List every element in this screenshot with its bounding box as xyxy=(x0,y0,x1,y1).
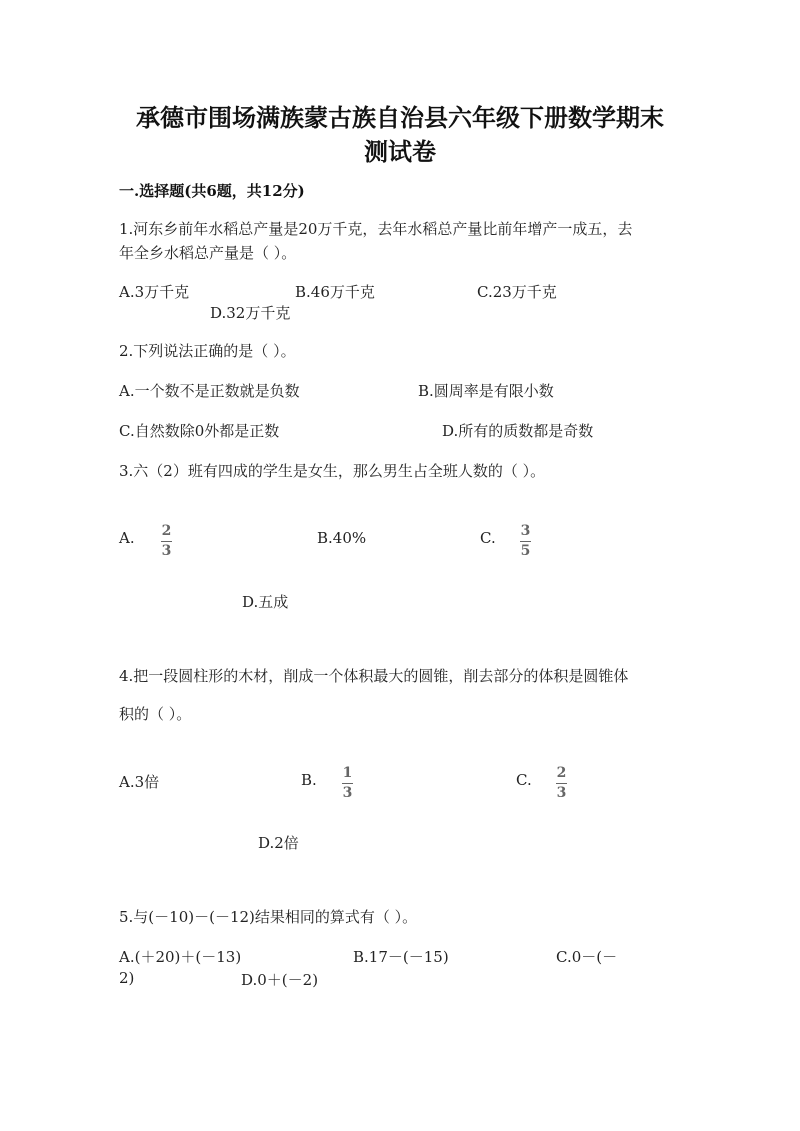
question-4-option-b[interactable]: B. xyxy=(301,771,317,789)
fraction-numerator: 3 xyxy=(520,523,531,539)
question-1-option-c[interactable]: C.23万千克 xyxy=(477,283,557,301)
fraction-denominator: 5 xyxy=(520,543,531,559)
question-4-option-a[interactable]: A.3倍 xyxy=(119,773,160,791)
question-5-option-c[interactable]: C.0－(－ xyxy=(556,948,618,966)
page-title-line1: 承德市围场满族蒙古族自治县六年级下册数学期末 xyxy=(136,103,664,132)
question-5-option-c-continued[interactable]: 2) xyxy=(119,969,135,987)
question-1-option-a[interactable]: A.3万千克 xyxy=(119,283,190,301)
question-5-option-d[interactable]: D.0＋(－2) xyxy=(241,971,319,989)
question-1-stem-line2: 年全乡水稻总产量是（ ）。 xyxy=(119,244,297,262)
question-1-option-b[interactable]: B.46万千克 xyxy=(295,283,375,301)
question-4-option-c[interactable]: C. xyxy=(516,771,532,789)
question-3-option-c[interactable]: C. xyxy=(480,529,496,547)
question-2-stem: 2.下列说法正确的是（ ）。 xyxy=(119,342,296,360)
question-2-option-c[interactable]: C.自然数除0外都是正数 xyxy=(119,422,280,440)
question-1-stem-line1: 1.河东乡前年水稻总产量是20万千克，去年水稻总产量比前年增产一成五，去 xyxy=(119,220,633,238)
fraction-bar xyxy=(342,783,353,784)
question-4-option-c-fraction[interactable] xyxy=(556,766,567,800)
question-1-option-d[interactable]: D.32万千克 xyxy=(210,304,291,322)
fraction-denominator: 3 xyxy=(161,543,172,559)
question-3-option-d[interactable]: D.五成 xyxy=(242,593,289,611)
fraction-numerator: 2 xyxy=(556,765,567,781)
question-4-option-b-fraction[interactable] xyxy=(342,766,353,800)
fraction-numerator: 2 xyxy=(161,523,172,539)
question-5-option-b[interactable]: B.17－(－15) xyxy=(353,948,449,966)
question-4-option-d[interactable]: D.2倍 xyxy=(258,834,299,852)
fraction-bar xyxy=(520,541,531,542)
fraction-denominator: 3 xyxy=(342,785,353,801)
section-header: 一.选择题(共6题，共12分) xyxy=(119,182,305,200)
question-5-option-a[interactable]: A.(＋20)＋(－13) xyxy=(119,948,242,966)
fraction-numerator: 1 xyxy=(342,765,353,781)
question-4-stem-line2: 积的（ ）。 xyxy=(119,705,192,723)
question-3-option-b[interactable]: B.40% xyxy=(317,529,367,547)
question-3-option-a[interactable]: A. xyxy=(119,529,135,547)
question-2-option-d[interactable]: D.所有的质数都是奇数 xyxy=(442,422,594,440)
fraction-bar xyxy=(161,541,172,542)
fraction-bar xyxy=(556,783,567,784)
question-4-stem-line1: 4.把一段圆柱形的木材，削成一个体积最大的圆锥，削去部分的体积是圆锥体 xyxy=(119,667,629,685)
question-3-option-c-fraction[interactable] xyxy=(520,524,531,558)
question-2-option-a[interactable]: A.一个数不是正数就是负数 xyxy=(119,382,300,400)
fraction-denominator: 3 xyxy=(556,785,567,801)
question-2-option-b[interactable]: B.圆周率是有限小数 xyxy=(418,382,554,400)
question-3-option-a-fraction[interactable] xyxy=(161,524,172,558)
page-title-line2: 测试卷 xyxy=(364,137,436,166)
question-3-stem: 3.六（2）班有四成的学生是女生，那么男生占全班人数的（ ）。 xyxy=(119,462,546,480)
question-5-stem: 5.与(－10)－(－12)结果相同的算式有（ ）。 xyxy=(119,908,418,926)
